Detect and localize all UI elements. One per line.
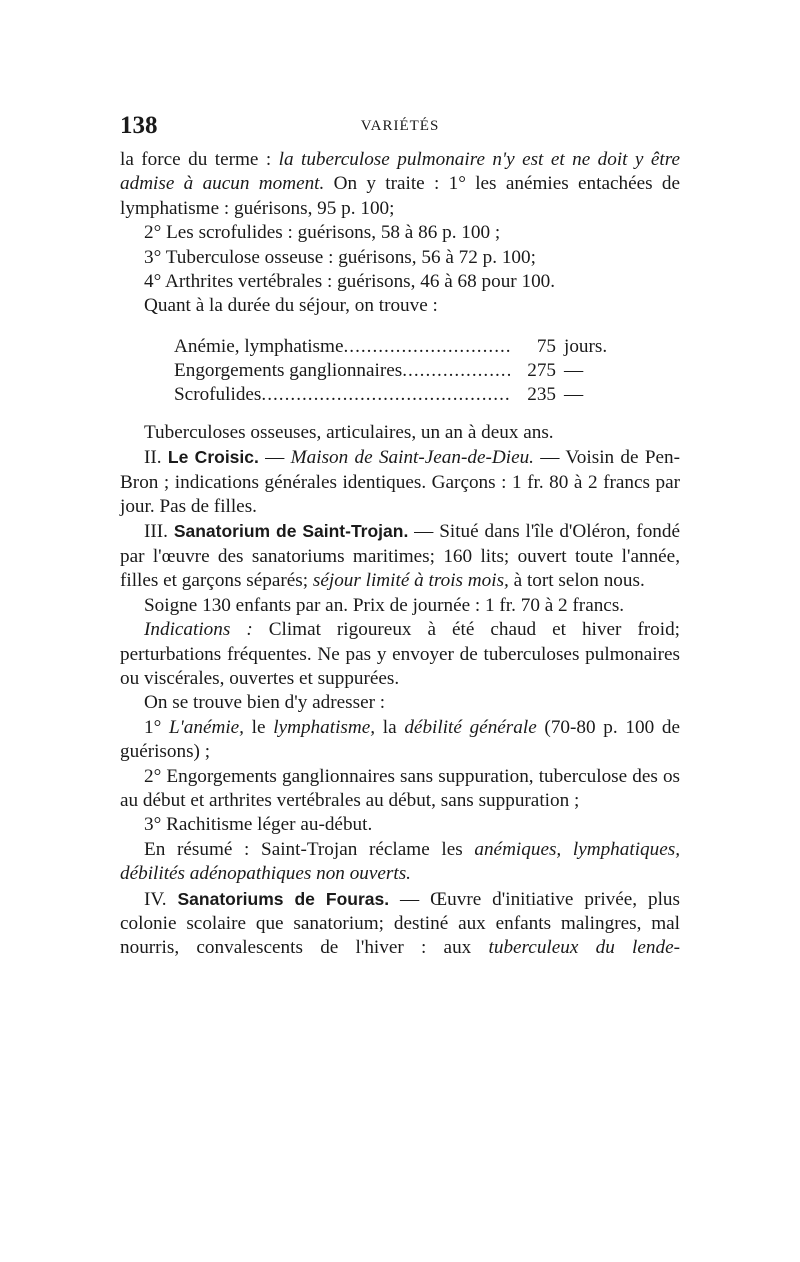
section-le-croisic: II. Le Croisic. — Maison de Saint-Jean-de-Dieu. — Voisin de Pen-Bron ; indications générales identiques. Garçons : 1 fr. 80 à 2 francs par jour. Pas de filles. bbox=[120, 447, 681, 518]
table-row: Engorgements ganglionnaires ..... 275 — bbox=[174, 359, 614, 383]
stay-duration-table bbox=[174, 335, 614, 407]
running-title: VARIÉTÉS bbox=[360, 118, 440, 134]
page-body bbox=[120, 148, 680, 961]
list-item: 3° Tuberculose osseuse : guérisons, 56 à 72 p. 100; bbox=[144, 246, 536, 268]
paragraph-tuberculoses: Tuberculoses osseuses, articulaires, un an à deux ans. bbox=[144, 421, 554, 443]
section-title: Sanatoriums de Fouras. bbox=[177, 888, 390, 909]
table-row: Scrofulides ..... 235 — bbox=[174, 383, 614, 407]
paragraph-soigne: Soigne 130 enfants par an. Prix de journée : 1 fr. 70 à 2 francs. bbox=[144, 594, 625, 616]
section-saint-trojan: III. Sanatorium de Saint-Trojan. — Situé dans l'île d'Oléron, fondé par l'œuvre des sanatoriums maritimes; 160 lits; ouvert toute l'année, filles et garçons séparés; séjour limité à trois mois, à tort selon nous. bbox=[120, 521, 680, 592]
paragraph-resume: En résumé : Saint-Trojan réclame les anémiques, lymphatiques, débilités adénopathiques non ouverts. bbox=[120, 838, 680, 885]
paragraph-intro: la force du terme : la tuberculose pulmonaire n'y est et ne doit y être admise à aucun moment. On y traite : 1° les anémies entachées de lymphatisme : guérisons, 95 p. 100; bbox=[120, 149, 680, 219]
list-item: 2° Engorgements ganglionnaires sans suppuration, tuberculose des os au début et arthrites vertébrales au début, sans suppuration ; bbox=[120, 765, 680, 811]
section-title: Le Croisic. bbox=[167, 447, 259, 468]
paragraph-indications: Indications : Climat rigoureux à été chaud et hiver froid; perturbations fréquentes. Ne pas y envoyer de tuberculoses pulmonaires ou viscérales, ouvertes et suppurées. bbox=[120, 619, 681, 689]
list-item: 4° Arthrites vertébrales : guérisons, 46 à 68 pour 100. bbox=[144, 271, 556, 293]
page-number: 138 bbox=[120, 112, 158, 139]
paragraph-duration: Quant à la durée du séjour, on trouve : bbox=[144, 295, 438, 317]
page-header bbox=[120, 112, 680, 142]
table-row: Anémie, lymphatisme ..... 75 jours. bbox=[174, 335, 614, 359]
section-title: Sanatorium de Saint-Trojan. bbox=[173, 521, 409, 542]
list-item: 3° Rachitisme léger au-début. bbox=[144, 814, 373, 836]
paragraph-adresser: On se trouve bien d'y adresser : bbox=[144, 692, 386, 714]
list-item: 2° Les scrofulides : guérisons, 58 à 86 p. 100 ; bbox=[144, 222, 501, 244]
section-fouras: IV. Sanatoriums de Fouras. — Œuvre d'initiative privée, plus colonie scolaire que sanatorium; destiné aux enfants malingres, mal nourris, convalescents de l'hiver : aux tuberculeux du lende- bbox=[120, 888, 680, 959]
list-item: 1° L'anémie, le lymphatisme, la débilité générale (70-80 p. 100 de guérisons) ; bbox=[120, 716, 680, 763]
